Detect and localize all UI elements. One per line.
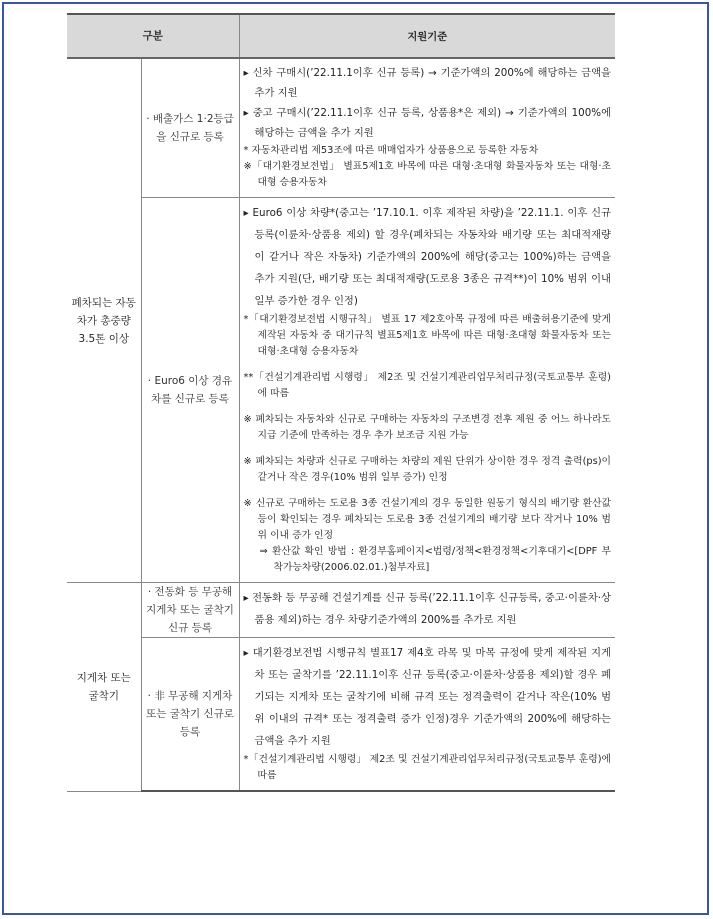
criteria-subnote: ⇒ 환산값 확인 방법 : 환경부홈페이지<법령/정책<환경정책<기후대기<[DPF 부착가능차량(2006.02.01.)첨부자료] (259, 546, 612, 573)
header-criteria: 지원기준 (239, 14, 615, 58)
criteria-line: ▸ 신차 구매시(’22.11.1이후 신규 등록) → 기준가액의 200%에 해당하는 금액을 추가 지원 (243, 67, 612, 99)
criteria-note: * 자동차관리법 제53조에 따른 매매업자가 상품용으로 등록한 자동차 (243, 145, 539, 156)
table-row (67, 198, 615, 583)
criteria-line: ▸ 대기환경보전법 시행규칙 별표17 제4호 라목 및 마목 규정에 맞게 제작된 지게차 또는 굴착기를 ’22.11.1이후 신규 등록(중고·이륜차·상품용 제외)할 경우 폐기되는 지게차 또는 굴착기에 비해 규격 또는 정격출력이 같거나 작은(10% 범위 이내의 규격* 또는 정격출력 증가 인정)경우 기준가액의 200%에 해당하는 금액을 추가 지원 (243, 647, 612, 747)
criteria-note: *「건설기계관리법 시행령」 제2조 및 건설기계관리업무처리규정(국토교통부 훈령)에 따름 (243, 754, 612, 781)
criteria-line: ▸ 전동화 등 무공해 건설기계를 신규 등록(’22.11.1이후 신규등록, 중고·이륜차·상품용 제외)하는 경우 차량기준가액의 200%를 추가로 지원 (243, 592, 612, 626)
group2-label: 지게차 또는 굴착기 (67, 583, 141, 792)
group1-row2-sub: · Euro6 이상 경유차를 신규로 등록 (141, 198, 239, 583)
table-header-row (67, 14, 615, 58)
table-row (67, 583, 615, 638)
criteria-note: ※「대기환경보전법」 별표5제1호 바목에 따른 대형·초대형 화물자동차 또는 대형·초대형 승용자동차 (243, 161, 612, 188)
criteria-note: ※ 폐차되는 자동차와 신규로 구매하는 자동차의 구조변경 전후 제원 중 어느 하나라도 지급 기준에 만족하는 경우 추가 보조금 지원 가능 (243, 414, 612, 441)
criteria-line: ▸ Euro6 이상 차량*(중고는 ’17.10.1. 이후 제작된 차량)을 ’22.11.1. 이후 신규 등록(이륜차·상품용 제외) 할 경우(폐차되는 자동차와 배기량 또는 최대적재량이 같거나 작은 자동차) 기준가액의 200%에 해당(중고는 100%)하는 금액을 추가 지원(단, 배기량 또는 최대적재량(도로용 3종은 규격**)이 10% 범위 이내 일부 증가한 경우 인정) (243, 207, 612, 307)
criteria-line: ▸ 중고 구매시(’22.11.1이후 신규 등록, 상품용*은 제외) → 기준가액의 100%에 해당하는 금액을 추가 지원 (243, 107, 612, 139)
group1-row1-criteria (239, 58, 615, 198)
group2-row2-sub: · 非 무공해 지게차 또는 굴착기 신규로 등록 (141, 638, 239, 792)
group1-row2-criteria (239, 198, 615, 583)
support-criteria-table (67, 13, 615, 792)
group2-row1-sub: · 전동화 등 무공해 지게차 또는 굴착기 신규 등록 (141, 583, 239, 638)
criteria-note: ※ 신규로 구매하는 도로용 3종 건설기계의 경우 동일한 원동기 형식의 배기량 환산값 등이 확인되는 경우 폐차되는 도로용 3종 건설기계의 배기량 보다 작거나 10% 범위 이내 증가 인정 (243, 498, 612, 541)
table-row (67, 638, 615, 792)
criteria-note: **「건설기계관리법 시행령」 제2조 및 건설기계관리업무처리규정(국토교통부 훈령)에 따름 (243, 372, 612, 399)
header-category: 구분 (67, 14, 239, 58)
criteria-note: *「대기환경보전법 시행규칙」 별표 17 제2호아목 규정에 따른 배출허용기준에 맞게 제작된 자동차 중 대기규칙 별표5제1호 바목에 따른 대형·초대형 화물자동차 또는 대형·초대형 승용자동차 (243, 314, 612, 357)
group2-row1-criteria (239, 583, 615, 638)
group1-row1-sub: · 배출가스 1·2등급을 신규로 등록 (141, 58, 239, 198)
table-row (67, 58, 615, 198)
criteria-note: ※ 폐차되는 차량과 신규로 구매하는 차량의 제원 단위가 상이한 경우 정격 출력(ps)이 같거나 작은 경우(10% 범위 일부 증가) 인정 (243, 456, 612, 483)
group1-label: 폐차되는 자동차가 총중량 3.5톤 이상 (67, 58, 141, 583)
group2-row2-criteria (239, 638, 615, 792)
